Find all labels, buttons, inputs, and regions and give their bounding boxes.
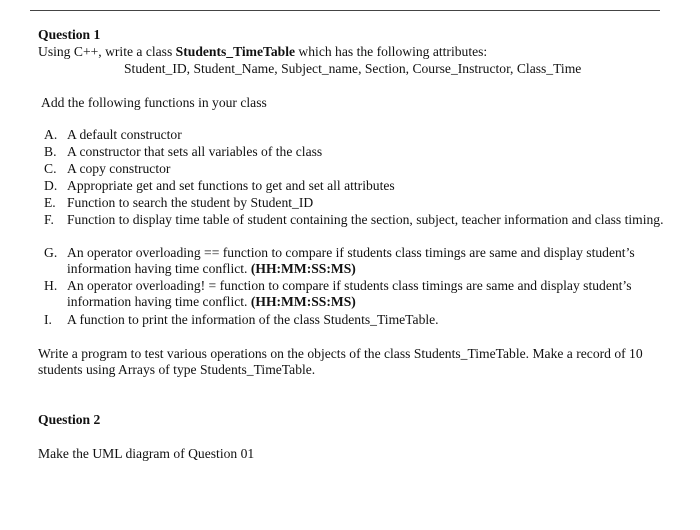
attributes-list: Student_ID, Student_Name, Subject_name, Section, Course_Instructor, Class_Time — [124, 61, 582, 76]
question-1-intro: Using C++, write a class Students_TimeTable which has the following attributes: — [38, 44, 488, 59]
question-2-title: Question 2 — [38, 412, 101, 427]
top-divider — [30, 10, 660, 11]
question-2-text: Make the UML diagram of Question 01 — [38, 446, 255, 461]
program-instructions: Write a program to test various operations on the objects of the class Students_TimeTable. Make a record of 10 students using Arrays of type Students_TimeTable. — [38, 346, 643, 377]
functions-intro: Add the following functions in your class — [41, 95, 267, 110]
class-name: Students_TimeTable — [175, 44, 296, 59]
question-1-title: Question 1 — [38, 27, 101, 42]
